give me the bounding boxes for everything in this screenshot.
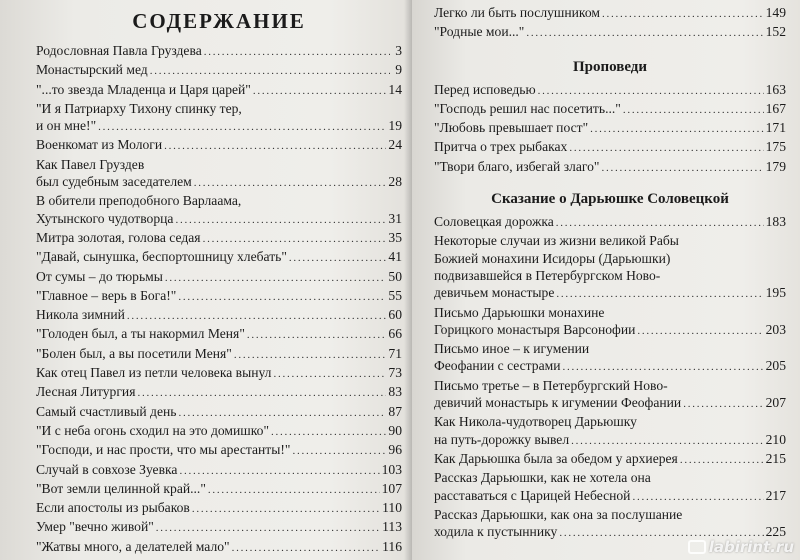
toc-entry-title: Военкомат из Мологи: [36, 137, 163, 153]
toc-page-number: 163: [765, 81, 786, 97]
toc-page-number: 55: [388, 287, 402, 303]
toc-entry-title: В обители преподобного Варлаама,: [36, 193, 242, 209]
toc-entry-title: Притча о трех рыбаках: [434, 139, 568, 155]
leader-dots: [247, 325, 387, 344]
toc-page-number: 217: [765, 487, 786, 503]
toc-entry: [434, 213, 786, 232]
toc-page-number: 167: [765, 100, 786, 116]
toc-entry: [36, 306, 402, 325]
toc-entry-title: Если апостолы из рыбаков: [36, 500, 190, 516]
leader-dots: [632, 487, 763, 506]
toc-entry-title: Письмо третье – в Петербургский Ново-: [434, 377, 668, 393]
toc-entry: [434, 81, 786, 100]
right-top-list: [434, 4, 786, 43]
toc-entry: [36, 518, 402, 537]
toc-entry: [434, 138, 786, 157]
leader-dots: [571, 431, 763, 450]
toc-entry: [434, 469, 786, 506]
leader-dots: [150, 61, 390, 80]
toc-entry-title: Перед исповедью: [434, 81, 536, 97]
toc-entry-title: расставаться с Царицей Небесной: [434, 487, 631, 503]
toc-entry-title: "...то звезда Младенца и Царя царей": [36, 81, 251, 97]
leader-dots: [156, 518, 380, 537]
leader-dots: [556, 284, 763, 303]
toc-page-number: 60: [388, 307, 402, 323]
toc-entry-title: девичьем монастыре: [434, 285, 555, 301]
leader-dots: [602, 4, 764, 23]
toc-entry: [36, 268, 402, 287]
toc-entry: [434, 4, 786, 23]
leader-dots: [165, 268, 387, 287]
toc-entry-title: Никола зимний: [36, 307, 125, 323]
toc-entry-title: "Болен был, а вы посетили Меня": [36, 345, 232, 361]
toc-entry: [36, 229, 402, 248]
toc-entry-title: "Голоден был, а ты накормил Меня": [36, 326, 245, 342]
leader-dots: [179, 461, 379, 480]
toc-page-number: 210: [765, 431, 786, 447]
toc-entry-title: девичий монастырь к игумении Феофании: [434, 395, 682, 411]
toc-entry-title: Митра золотая, голова седая: [36, 229, 201, 245]
toc-page-number: 205: [765, 358, 786, 374]
toc-entry-title: на путь-дорожку вывел: [434, 431, 570, 447]
toc-entry-title: Рассказ Дарьюшки, как она за послушание: [434, 506, 683, 522]
right-page: [412, 0, 800, 560]
toc-entry-title: "Давай, сынушка, беспортошницу хлебать": [36, 249, 287, 265]
toc-page-number: 110: [382, 500, 402, 516]
toc-entry-title: От сумы – до тюрьмы: [36, 268, 163, 284]
leader-dots: [273, 364, 386, 383]
toc-entry: [36, 422, 402, 441]
toc-entry-title: Хутынского чудотворца: [36, 210, 174, 226]
leader-dots: [563, 357, 764, 376]
toc-page-number: 116: [382, 538, 402, 554]
toc-entry-title: и он мне!": [36, 118, 97, 134]
toc-page-number: 24: [388, 137, 402, 153]
toc-page-number: 195: [765, 285, 786, 301]
leader-dots: [127, 306, 386, 325]
toc-entry: [36, 136, 402, 155]
toc-entry: [36, 100, 402, 137]
leader-dots: [164, 136, 386, 155]
leader-dots: [253, 81, 387, 100]
toc-page-number: 9: [395, 62, 402, 78]
leader-dots: [569, 138, 763, 157]
leader-dots: [556, 213, 764, 232]
toc-entry: [36, 538, 402, 557]
watermark-text: labirint.ru: [708, 538, 794, 556]
toc-page-number: 28: [388, 174, 402, 190]
leader-dots: [623, 100, 764, 119]
toc-page-number: 149: [765, 5, 786, 20]
toc-entry: [434, 158, 786, 177]
leader-dots: [234, 345, 387, 364]
toc-entry-title: Умер "вечно живой": [36, 519, 154, 535]
toc-page-number: 207: [765, 395, 786, 411]
leader-dots: [194, 173, 387, 192]
toc-entry: [36, 81, 402, 100]
toc-entry-title: подвизавшейся в Петербургском Ново-: [434, 267, 661, 283]
leader-dots: [178, 287, 386, 306]
toc-entry: [36, 248, 402, 267]
leader-dots: [203, 229, 387, 248]
toc-entry: [434, 304, 786, 341]
toc-entry-title: Письмо иное – к игумении: [434, 341, 590, 357]
toc-page-number: 50: [388, 268, 402, 284]
toc-page-number: 103: [381, 461, 402, 477]
toc-page-number: 113: [382, 519, 402, 535]
watermark: [688, 538, 794, 556]
sermons-list: [434, 81, 786, 177]
toc-entry-title: Соловецкая дорожка: [434, 214, 554, 230]
toc-entry-title: Монастырский мед: [36, 62, 148, 78]
toc-entry-title: Некоторые случаи из жизни великой Рабы: [434, 233, 679, 249]
leader-dots: [232, 538, 381, 557]
toc-page-number: 41: [388, 249, 402, 265]
toc-page-number: 66: [388, 326, 402, 342]
toc-entry: [36, 441, 402, 460]
toc-entry: [36, 364, 402, 383]
left-toc-list: [36, 42, 402, 560]
toc-entry: [434, 340, 786, 377]
leader-dots: [590, 119, 763, 138]
toc-entry: [36, 42, 402, 61]
toc-page-number: 87: [388, 403, 402, 419]
toc-page-number: 83: [388, 384, 402, 400]
toc-entry-title: Как отец Павел из петли человека вынул: [36, 365, 272, 381]
toc-page-number: 31: [388, 210, 402, 226]
toc-page-number: 183: [765, 214, 786, 230]
toc-entry-title: был судебным заседателем: [36, 174, 192, 190]
toc-entry: [434, 100, 786, 119]
leader-dots: [292, 441, 386, 460]
toc-page-number: 175: [765, 139, 786, 155]
toc-entry-title: "Твори благо, избегай злаго": [434, 158, 600, 174]
toc-entry-title: Горицкого монастыря Варсонофии: [434, 321, 636, 337]
toc-entry-title: Родословная Павла Груздева: [36, 43, 202, 58]
toc-page-number: 225: [765, 524, 786, 540]
leader-dots: [538, 81, 764, 100]
toc-page-number: 90: [388, 422, 402, 438]
toc-entry: [434, 23, 786, 42]
leader-dots: [137, 383, 386, 402]
toc-entry-title: Письмо Дарьюшки монахине: [434, 304, 605, 320]
toc-page-number: 35: [388, 229, 402, 245]
toc-page-number: 19: [388, 118, 402, 134]
toc-entry-title: Рассказ Дарьюшки, как не хотела она: [434, 470, 651, 486]
toc-entry: [36, 461, 402, 480]
toc-page-number: 107: [381, 480, 402, 496]
leader-dots: [178, 403, 386, 422]
toc-entry-title: "И с неба огонь сходил на это домишко": [36, 422, 270, 438]
toc-entry: [36, 383, 402, 402]
toc-entry: [36, 156, 402, 193]
toc-entry-title: "Любовь превышает пост": [434, 120, 589, 136]
leader-dots: [192, 499, 380, 518]
toc-entry-title: Легко ли быть послушником: [434, 5, 600, 20]
toc-entry-title: "Вот земли целинной край...": [36, 480, 206, 496]
toc-entry-title: "Жатвы много, а делателей мало": [36, 538, 230, 554]
leader-dots: [271, 422, 386, 441]
toc-entry: [36, 345, 402, 364]
leader-dots: [680, 450, 764, 469]
toc-entry: [434, 413, 786, 450]
toc-entry: [36, 192, 402, 229]
toc-entry: [36, 287, 402, 306]
toc-entry-title: "И я Патриарху Тихону спинку тер,: [36, 100, 242, 116]
book-logo-icon: [688, 540, 706, 554]
toc-page-number: 203: [765, 321, 786, 337]
leader-dots: [289, 248, 386, 267]
sermons-heading: Проповеди: [572, 58, 648, 75]
toc-entry: [36, 499, 402, 518]
leader-dots: [98, 117, 386, 136]
toc-page-number: 152: [765, 24, 786, 40]
toc-entry-title: "Главное – верь в Бога!": [36, 287, 177, 303]
toc-entry-title: Как Никола-чудотворец Дарьюшку: [434, 414, 637, 430]
legend-list: [434, 213, 786, 542]
toc-entry: [434, 377, 786, 414]
toc-heading: СОДЕРЖАНИЕ: [132, 9, 306, 33]
toc-page-number: 73: [388, 365, 402, 381]
toc-entry-title: "Родные мои...": [434, 24, 525, 40]
legend-heading: Сказание о Дарьюшке Соловецкой: [491, 191, 729, 208]
toc-page-number: 3: [395, 43, 402, 58]
toc-entry-title: "Господи, и нас прости, что мы арестанты!": [36, 442, 291, 458]
toc-page-number: 171: [765, 120, 786, 136]
toc-entry: [434, 232, 786, 303]
leader-dots: [637, 321, 763, 340]
leader-dots: [208, 480, 380, 499]
toc-entry-title: Феофании с сестрами: [434, 358, 561, 374]
toc-page-number: 96: [388, 442, 402, 458]
toc-entry: [36, 480, 402, 499]
toc-entry: [36, 403, 402, 422]
toc-entry-title: Как Дарьюшка была за обедом у архиерея: [434, 450, 678, 466]
toc-page-number: 14: [388, 81, 402, 97]
toc-page-number: 215: [765, 450, 786, 466]
leader-dots: [526, 23, 763, 42]
leader-dots: [204, 42, 390, 61]
leader-dots: [601, 158, 763, 177]
leader-dots: [683, 394, 763, 413]
toc-entry-title: Как Павел Груздев: [36, 156, 145, 172]
toc-entry: [434, 119, 786, 138]
toc-entry-title: Божией монахини Исидоры (Дарьюшки): [434, 250, 671, 266]
toc-entry-title: Случай в совхозе Зуевка: [36, 461, 178, 477]
toc-entry-title: "Господь решил нас посетить...": [434, 100, 621, 116]
toc-page-number: 71: [388, 345, 402, 361]
toc-page-number: 179: [765, 158, 786, 174]
toc-entry-title: ходила к пустыннику: [434, 524, 558, 540]
toc-entry-title: Самый счастливый день: [36, 403, 177, 419]
leader-dots: [175, 210, 386, 229]
toc-entry: [434, 506, 786, 543]
toc-entry: [434, 450, 786, 469]
toc-entry: [36, 325, 402, 344]
toc-entry-title: Лесная Литургия: [36, 384, 136, 400]
toc-entry: [36, 61, 402, 80]
